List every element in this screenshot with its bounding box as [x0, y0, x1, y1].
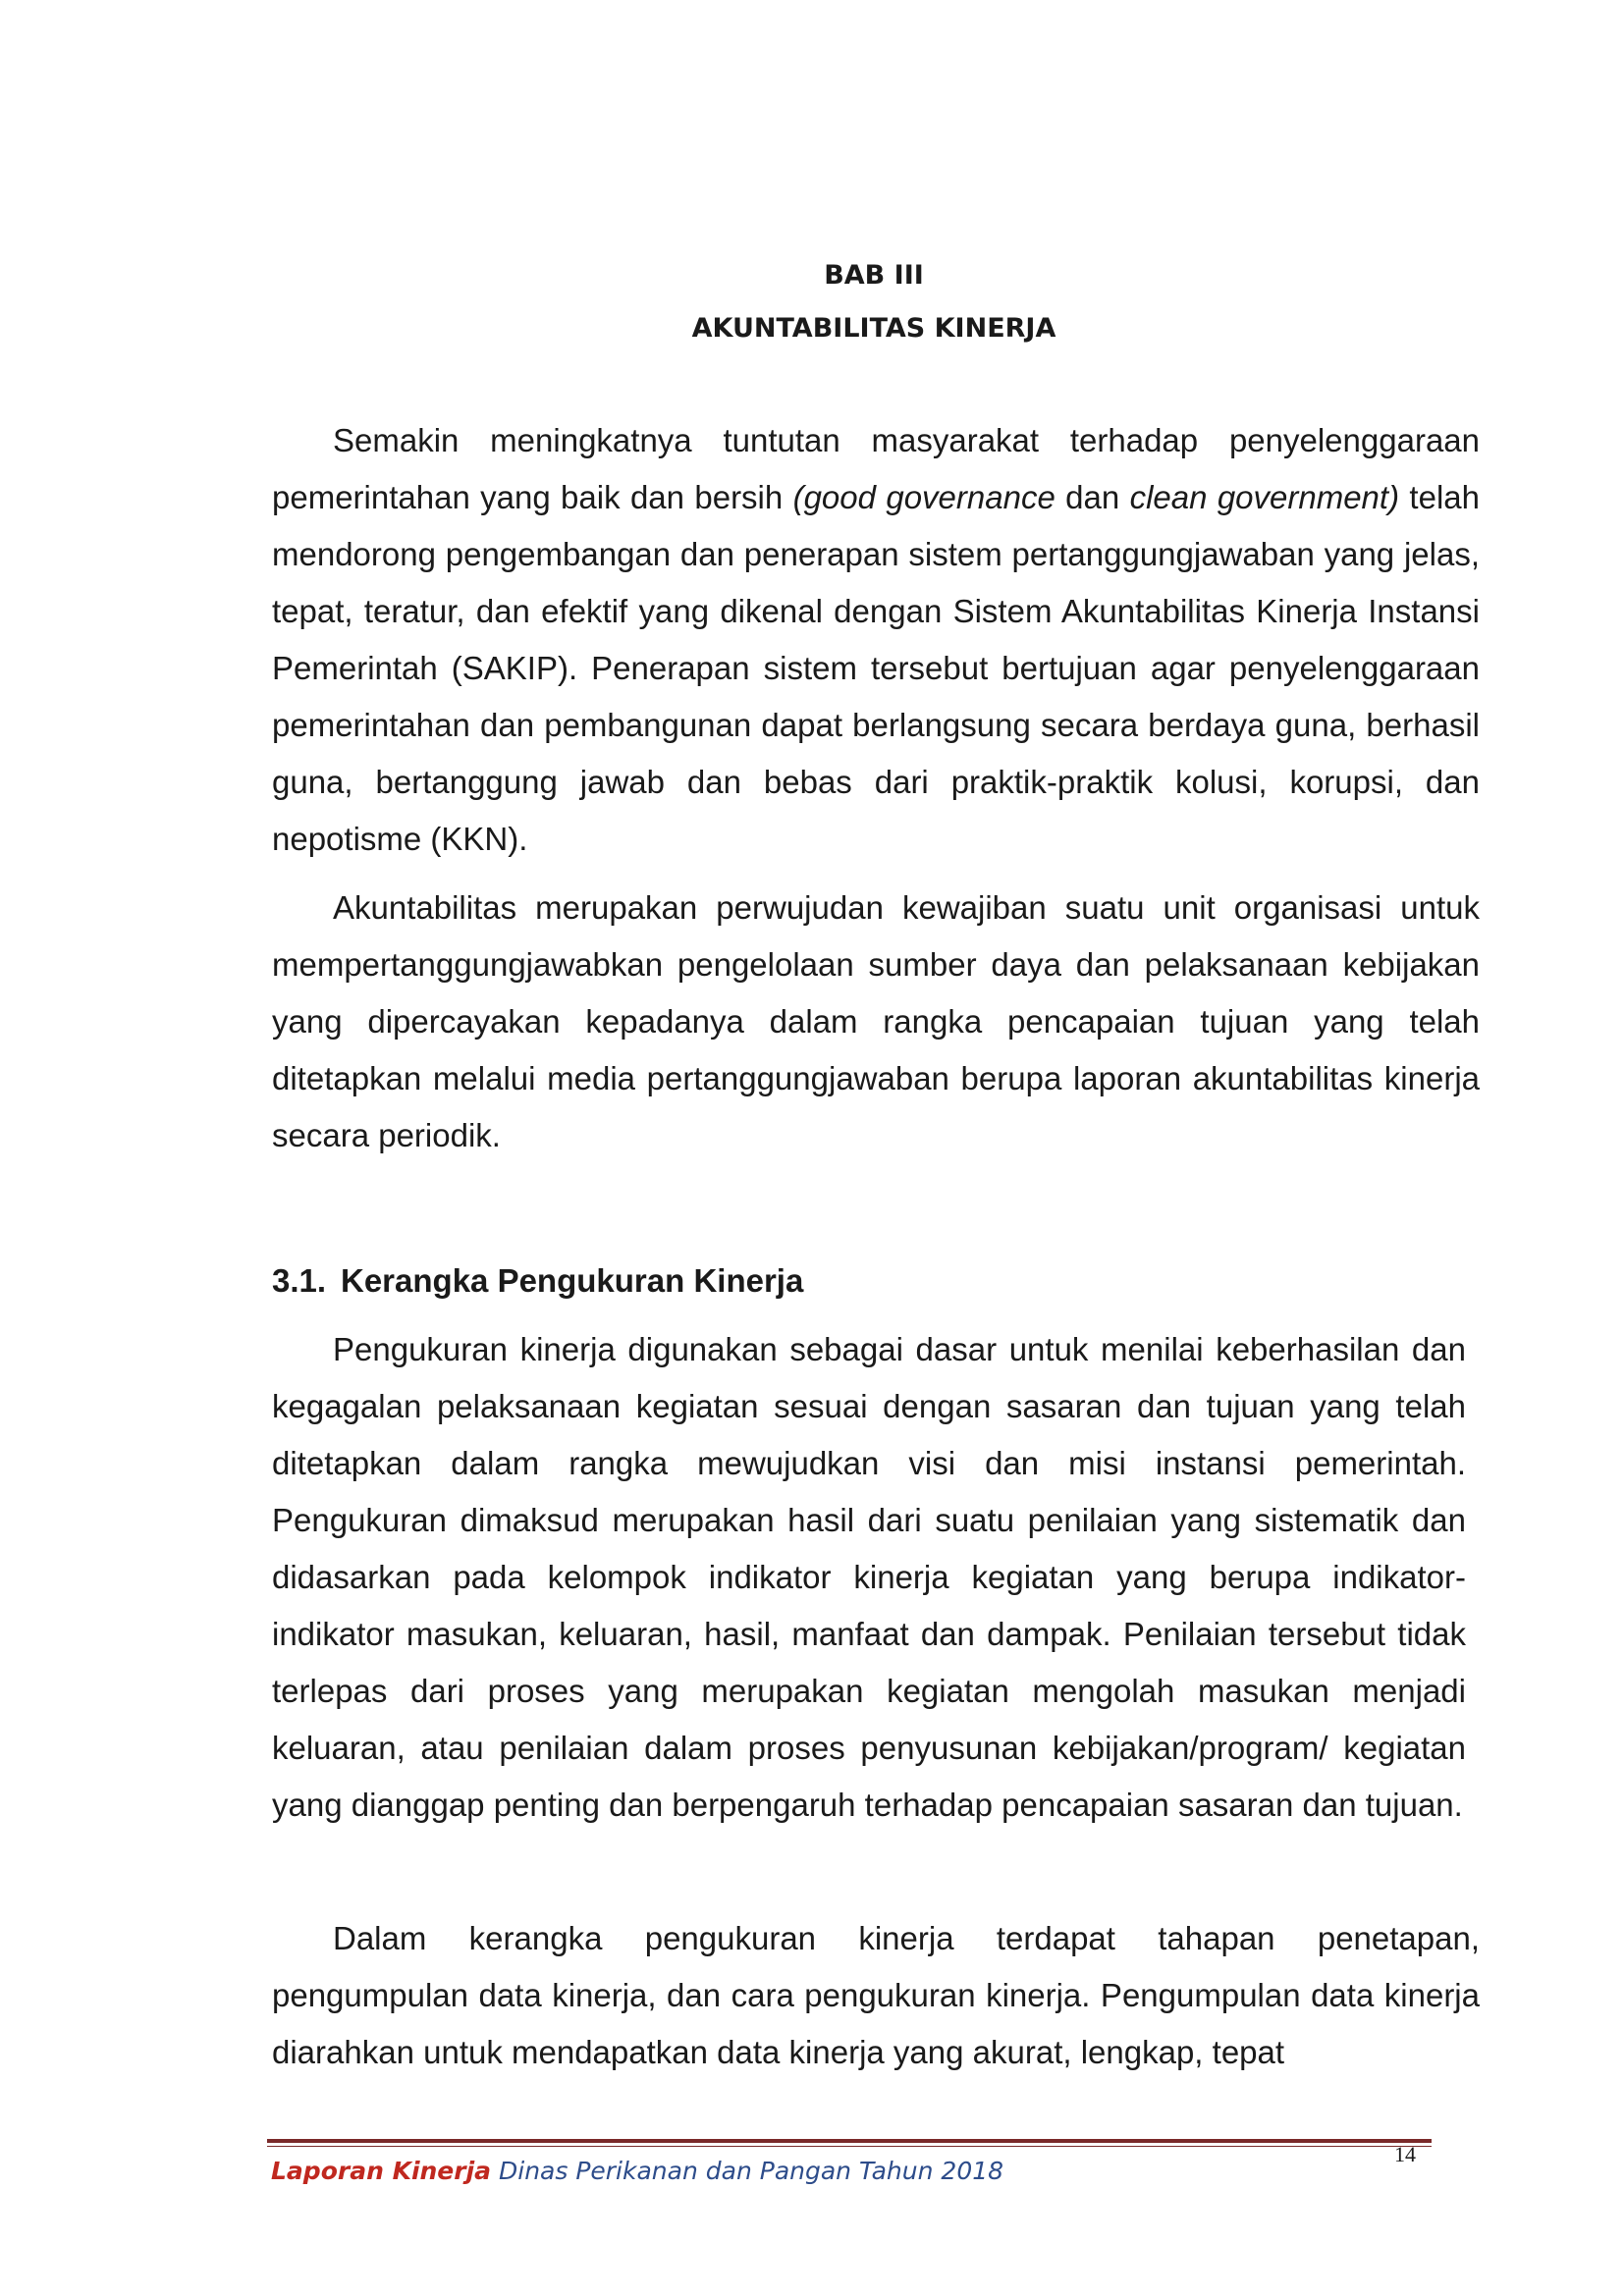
- paragraph-kerangka: [272, 1910, 1480, 2081]
- paragraph-italic-term: clean government): [1129, 479, 1400, 515]
- chapter-label: BAB III: [824, 260, 924, 291]
- section-title: Kerangka Pengukuran Kinerja: [341, 1262, 804, 1299]
- paragraph-text: Pengukuran kinerja digunakan sebagai dasar untuk menilai keberhasilan dan kegagalan pelaksanaan kegiatan sesuai dengan sasaran dan tujuan yang telah ditetapkan dalam rangka mewujudkan visi dan misi instansi pemerintah. Pengukuran dimaksud merupakan hasil dari suatu penilaian yang sistematik dan didasarkan pada kelompok indikator kinerja kegiatan yang berupa indikator-indikator masukan, keluaran, hasil, manfaat dan dampak. Penilaian tersebut tidak terlepas dari proses yang merupakan kegiatan mengolah masukan menjadi keluaran, atau penilaian dalam proses penyusunan kebijakan/program/ kegiatan yang dianggap penting dan berpengaruh terhadap pencapaian sasaran dan tujuan.: [272, 1331, 1466, 1823]
- section-heading: [272, 1253, 803, 1309]
- paragraph-text: telah mendorong pengembangan dan penerapan sistem pertanggungjawaban yang jelas, tepat, teratur, dan efektif yang dikenal dengan Sistem Akuntabilitas Kinerja Instansi Pemerintah (SAKIP). Penerapan sistem tersebut bertujuan agar penyelenggaraan pemerintahan dan pembangunan dapat berlangsung secara berdaya guna, berhasil guna, bertanggung jawab dan bebas dari praktik-praktik kolusi, korupsi, dan nepotisme (KKN).: [272, 479, 1480, 857]
- footer-rest: Dinas Perikanan dan Pangan Tahun 2018: [491, 2157, 1004, 2185]
- footer-accent: Laporan Kinerja: [271, 2157, 492, 2185]
- paragraph-sakip: [272, 412, 1480, 868]
- page-number: 14: [1394, 2142, 1416, 2166]
- paragraph-text: Dalam kerangka pengukuran kinerja terdapat tahapan penetapan, pengumpulan data kinerja, dan cara pengukuran kinerja. Pengumpulan data kinerja diarahkan untuk mendapatkan data kinerja yang akurat, lengkap, tepat: [272, 1920, 1480, 2070]
- paragraph-italic-term: (good governance: [792, 479, 1056, 515]
- chapter-title: AKUNTABILITAS KINERJA: [691, 313, 1056, 344]
- section-number: 3.1.: [272, 1262, 327, 1299]
- paragraph-akuntabilitas: [272, 880, 1480, 1164]
- footer-rule-thin: [267, 2146, 1432, 2147]
- paragraph-text: Semakin meningkatnya tuntutan masyarakat terhadap penyelenggaraan pemerintahan yang baik dan bersih: [272, 422, 1480, 515]
- paragraph-pengukuran: [272, 1321, 1466, 1834]
- paragraph-text: dan: [1055, 479, 1130, 515]
- footer-report-title: [271, 2152, 1003, 2191]
- footer-rule: [267, 2139, 1432, 2143]
- chapter-heading: [236, 249, 1512, 355]
- paragraph-text: Akuntabilitas merupakan perwujudan kewajiban suatu unit organisasi untuk mempertanggungjawabkan pengelolaan sumber daya dan pelaksanaan kebijakan yang dipercayakan kepadanya dalam rangka pencapaian tujuan yang telah ditetapkan melalui media pertanggungjawaban berupa laporan akuntabilitas kinerja secara periodik.: [272, 889, 1480, 1153]
